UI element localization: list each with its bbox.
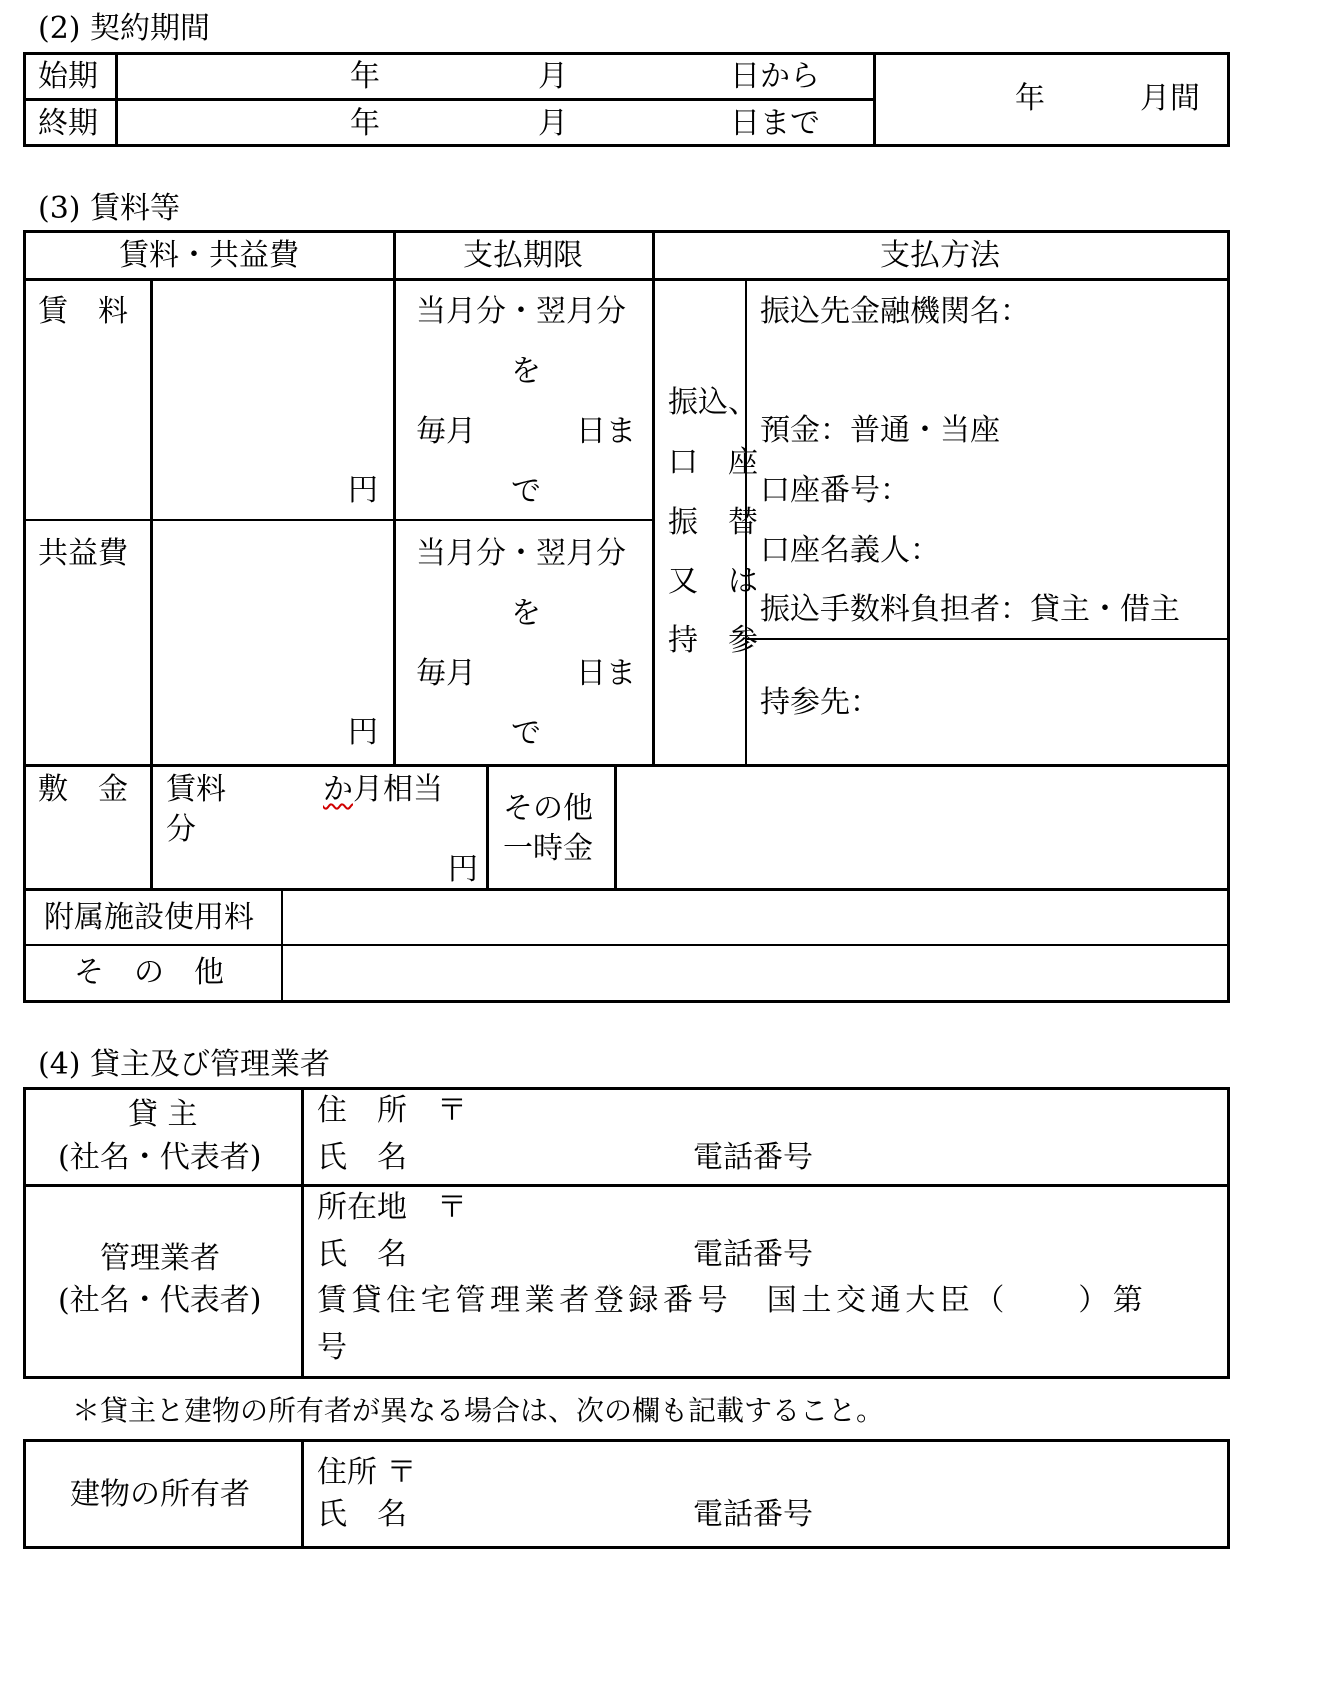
deposit-rent: 賃料 xyxy=(166,772,226,807)
method-line-4: 又 は xyxy=(668,564,758,599)
lessor-name: 氏 名 xyxy=(317,1140,407,1175)
facility-fee: 附属施設使用料 xyxy=(44,900,254,935)
section-2-heading: (2) 契約期間 xyxy=(38,11,211,46)
duration-month: 月間 xyxy=(1140,81,1200,116)
rent-yen: 円 xyxy=(348,473,378,508)
common-deadline-hima: 日ま xyxy=(576,656,636,691)
end-year: 年 xyxy=(350,106,380,141)
deposit-bun: 分 xyxy=(166,812,196,847)
deposit-ka: か xyxy=(323,772,353,807)
section-4-heading: (4) 貸主及び管理業者 xyxy=(38,1047,331,1082)
rent-label: 賃 料 xyxy=(38,294,128,329)
deposit-months xyxy=(323,772,443,807)
rent-deadline-wo: を xyxy=(511,354,541,389)
lessor-phone: 電話番号 xyxy=(693,1140,813,1175)
end-label: 終期 xyxy=(38,106,98,141)
manager-phone: 電話番号 xyxy=(693,1237,813,1272)
lessor-label-2: (社名・代表者) xyxy=(58,1140,262,1175)
account-number: 口座番号： xyxy=(760,473,910,508)
end-day-to: 日まで xyxy=(730,106,820,141)
manager-label-1: 管理業者 xyxy=(100,1241,220,1276)
bank-name: 振込先金融機関名： xyxy=(760,294,1030,329)
start-year: 年 xyxy=(350,59,380,94)
method-line-2: 口 座 xyxy=(668,445,758,480)
common-deadline-month: 当月分・翌月分 xyxy=(416,536,626,571)
common-deadline-maitsuki: 毎月 xyxy=(416,656,476,691)
start-day-from: 日から xyxy=(730,59,820,94)
common-fee-label: 共益費 xyxy=(38,536,128,571)
owner-name: 氏 名 xyxy=(317,1497,407,1532)
deposit-month-equiv: 月相当 xyxy=(353,772,443,807)
duration-year: 年 xyxy=(1015,81,1045,116)
section-3-heading: (3) 賃料等 xyxy=(38,191,181,226)
lessor-label-1: 貸 主 xyxy=(128,1097,198,1132)
start-label: 始期 xyxy=(38,59,98,94)
deposit-type: 預金：普通・当座 xyxy=(760,413,1000,448)
lessor-address: 住 所 〒 xyxy=(317,1093,467,1128)
manager-registration-go: 号 xyxy=(317,1330,347,1365)
manager-registration: 賃貸住宅管理業者登録番号 国土交通大臣（ ）第 xyxy=(317,1283,1148,1318)
end-month: 月 xyxy=(538,106,568,141)
rent-deadline-maitsuki: 毎月 xyxy=(416,414,476,449)
owner-phone: 電話番号 xyxy=(693,1497,813,1532)
start-month: 月 xyxy=(538,59,568,94)
bring-to: 持参先： xyxy=(760,685,880,720)
method-line-5: 持 参 xyxy=(668,623,758,658)
header-deadline: 支払期限 xyxy=(463,238,583,273)
header-method: 支払方法 xyxy=(880,238,1000,273)
header-fee: 賃料・共益費 xyxy=(119,238,299,273)
fee-bearer: 振込手数料負担者：貸主・借主 xyxy=(760,592,1180,627)
deposit-yen: 円 xyxy=(448,852,478,887)
method-line-1: 振込、 xyxy=(668,385,758,420)
common-fee-yen: 円 xyxy=(348,715,378,750)
other-lump-1: その他 xyxy=(503,791,593,826)
owner-note: ＊貸主と建物の所有者が異なる場合は、次の欄も記載すること。 xyxy=(72,1394,885,1427)
other-lump-2: 一時金 xyxy=(503,831,593,866)
rent-deadline-month: 当月分・翌月分 xyxy=(416,294,626,329)
owner-address: 住所 〒 xyxy=(317,1455,417,1490)
account-holder: 口座名義人： xyxy=(760,533,940,568)
manager-label-2: (社名・代表者) xyxy=(58,1283,262,1318)
manager-name: 氏 名 xyxy=(317,1237,407,1272)
rent-deadline-de: で xyxy=(511,474,541,509)
others-label: そ の 他 xyxy=(74,955,224,990)
manager-location: 所在地 〒 xyxy=(317,1190,467,1225)
owner-label: 建物の所有者 xyxy=(70,1477,250,1512)
rent-deadline-hima: 日ま xyxy=(576,414,636,449)
common-deadline-wo: を xyxy=(511,596,541,631)
method-line-3: 振 替 xyxy=(668,505,758,540)
deposit-label: 敷 金 xyxy=(38,772,128,807)
common-deadline-de: で xyxy=(511,716,541,751)
